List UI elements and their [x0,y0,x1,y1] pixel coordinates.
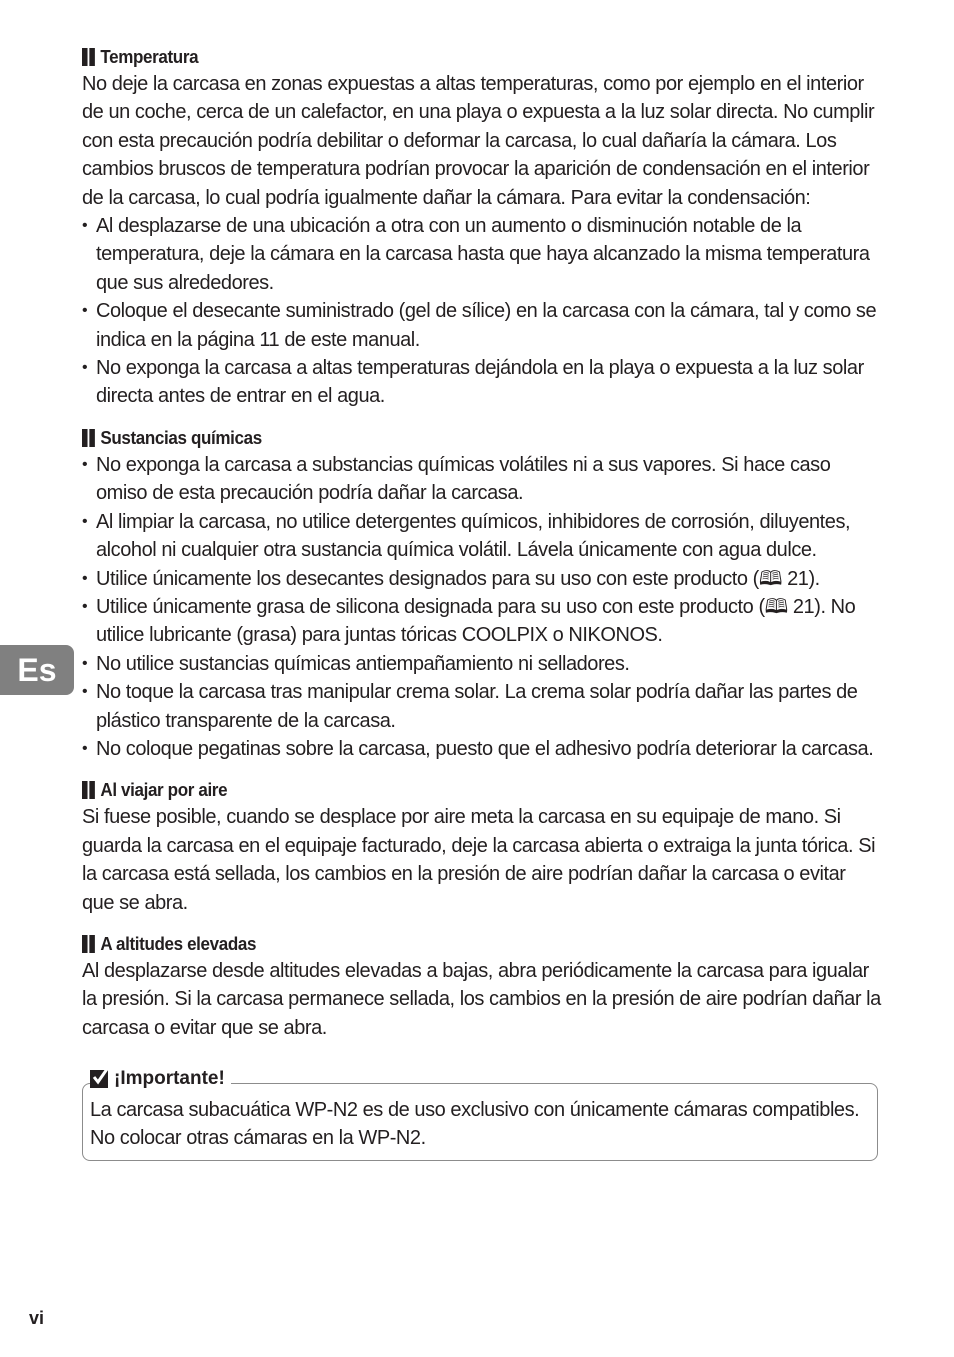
section-aire [82,777,882,917]
list-item: • No coloque pegatinas sobre la carcasa, puesto que el adhesivo podría deteriorar la carcasa. [82,735,882,763]
language-tab: Es [0,645,74,695]
list-item: • Utilice únicamente grasa de silicona designada para su uso con este producto (🕮 21). No utilice lubricante (grasa) para juntas tóricas COOLPIX o NIKONOS. [82,593,882,650]
heading-bar-icon [82,781,95,799]
bullet-list [82,451,882,763]
paragraph: Al desplazarse desde altitudes elevadas a bajas, abra periódicamente la carcasa para igualar la presión. Si la carcasa permanece sellada, los cambios en la presión de aire podrían dañar la carcasa o evitar que se abra. [82,959,881,1039]
list-item: • No toque la carcasa tras manipular crema solar. La crema solar podría dañar las partes de plástico transparente de la carcasa. [82,678,882,735]
heading-bar-icon [82,48,95,66]
list-item: • Al limpiar la carcasa, no utilice detergentes químicos, inhibidores de corrosión, diluyentes, alcohol ni cualquier otra sustancia química volátil. Lávela únicamente con agua dulce. [82,508,882,565]
heading-text: Al viajar por aire [100,779,228,801]
heading-text: Sustancias químicas [100,426,262,448]
paragraph: Si fuese posible, cuando se desplace por aire meta la carcasa en su equipaje de mano. Si guarda la carcasa en el equipaje facturado, deje la carcasa abierta o extraiga la junta tórica. Si la carcasa está sellada, los cambios en la presión de aire podrían dañar la carcasa o evitar que se abra. [82,806,876,914]
list-item: • No utilice sustancias químicas antiempañamiento ni selladores. [82,650,882,678]
note-title-text: ¡Importante! [114,1068,225,1089]
check-icon [90,1070,108,1088]
list-item: • Utilice únicamente los desecantes designados para su uso con este producto (🕮 21). [82,565,882,593]
bullet-list [82,212,882,411]
heading-bar-icon [82,935,95,953]
paragraph: No deje la carcasa en zonas expuestas a altas temperaturas, como por ejemplo en el interior de un coche, cerca de un calefactor, en una playa o expuesta a la luz solar directa. No cumplir con esta precaución podría debilitar o deformar la carcasa, lo cual dañaría la cámara. Los cambios bruscos de temperatura podrían provocar la aparición de condensación en el interior de la carcasa, lo cual podría igualmente dañar la cámara. Para evitar la condensación: [82,73,875,209]
list-item: • No exponga la carcasa a altas temperaturas dejándola en la playa o expuesta a la luz solar directa antes de entrar en el agua. [82,354,882,411]
page-number: vi [29,1308,45,1328]
section-sustancias [82,425,882,763]
note-title [90,1068,231,1090]
heading-bar-icon [82,429,95,447]
heading-text: A altitudes elevadas [100,932,257,954]
section-heading [82,777,818,803]
heading-text: Temperatura [100,46,199,67]
list-item: • Coloque el desecante suministrado (gel de sílice) en la carcasa con la cámara, tal y como se indica en la página 11 de este manual. [82,297,882,354]
section-heading [82,425,818,451]
list-item: • No exponga la carcasa a substancias químicas volátiles ni a sus vapores. Si hace caso omiso de esta precaución podría dañar la carcasa. [82,451,882,508]
page-content [82,44,882,1056]
section-heading [82,931,818,957]
section-temperatura [82,44,882,411]
section-heading [82,44,818,70]
list-item: • Al desplazarse de una ubicación a otra con un aumento o disminución notable de la temperatura, deje la cámara en la carcasa hasta que haya alcanzado la misma temperatura que sus alrededores. [82,212,882,297]
note-body: La carcasa subacuática WP-N2 es de uso exclusivo con únicamente cámaras compatibles. No colocar otras cámaras en la WP-N2. [90,1099,860,1150]
section-altitudes [82,931,882,1042]
